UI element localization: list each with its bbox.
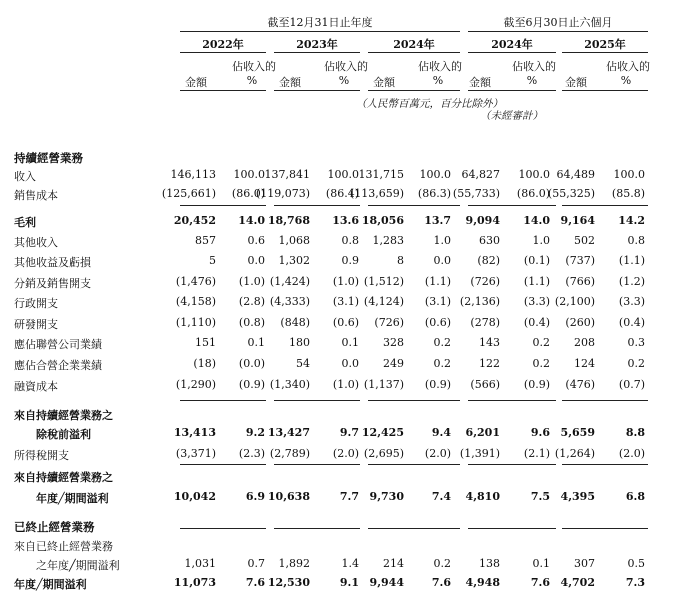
percent-cell: 0.2: [627, 357, 645, 370]
percent-cell: 0.8: [627, 234, 645, 247]
amount-cell: 307: [574, 557, 595, 570]
percent-cell: 0.3: [627, 336, 645, 349]
row-label: 應佔聯營公司業績: [14, 338, 102, 351]
percent-cell: 7.5: [530, 490, 550, 503]
percent-cell: 6.9: [245, 490, 265, 503]
amount-cell: (566): [470, 378, 500, 391]
amount-cell: 13,427: [267, 426, 310, 439]
percent-cell: 100.0: [518, 168, 550, 181]
pct-header-line2: %: [338, 74, 350, 87]
percent-cell: (3.3): [523, 295, 550, 308]
amount-cell: 13,413: [173, 426, 216, 439]
amount-cell: 6,201: [465, 426, 500, 439]
percent-cell: 9.7: [339, 426, 359, 439]
amount-cell: (18): [193, 357, 216, 370]
subheader-rule: [562, 90, 648, 91]
percent-cell: (1.0): [332, 378, 359, 391]
row-label: 行政開支: [14, 297, 58, 310]
amount-cell: 18,056: [361, 214, 404, 227]
table-row: [0, 538, 700, 558]
percent-cell: 100.0: [233, 168, 265, 181]
percent-cell: 0.0: [433, 254, 451, 267]
amount-header: 金額: [185, 76, 207, 89]
amount-cell: 1,031: [184, 557, 216, 570]
table-row: [0, 336, 700, 356]
amount-cell: 180: [289, 336, 310, 349]
amount-cell: 124: [574, 357, 595, 370]
amount-cell: 8: [397, 254, 404, 267]
percent-cell: (2.0): [424, 447, 451, 460]
amount-cell: 9,944: [369, 576, 404, 589]
percent-cell: 0.5: [627, 557, 645, 570]
percent-cell: (1.0): [238, 275, 265, 288]
year-header-2022: 2022年: [202, 38, 244, 51]
percent-cell: (3.1): [424, 295, 451, 308]
percent-cell: (1.1): [618, 254, 645, 267]
percent-cell: (0.6): [424, 316, 451, 329]
table-row: [0, 316, 700, 336]
amount-cell: 4,702: [560, 576, 595, 589]
percent-cell: 0.9: [341, 254, 359, 267]
row-label: 其他收入: [14, 236, 58, 249]
percent-cell: 7.6: [530, 576, 550, 589]
unaudited-note: （未經審計）: [480, 110, 543, 122]
percent-cell: 1.0: [433, 234, 451, 247]
table-row: [0, 254, 700, 274]
percent-cell: 8.8: [625, 426, 645, 439]
amount-cell: 131,715: [358, 168, 404, 181]
row-label: 收入: [14, 170, 36, 183]
amount-cell: (4,124): [363, 295, 404, 308]
amount-cell: 4,395: [560, 490, 595, 503]
amount-cell: (1,290): [175, 378, 216, 391]
amount-cell: 1,283: [372, 234, 404, 247]
amount-cell: 5: [209, 254, 216, 267]
year-header-2025-6m: 2025年: [584, 38, 626, 51]
percent-cell: 7.6: [245, 576, 265, 589]
table-row: [0, 295, 700, 315]
amount-cell: (737): [565, 254, 595, 267]
percent-cell: 7.7: [339, 490, 359, 503]
amount-cell: 12,425: [361, 426, 404, 439]
percent-cell: 14.2: [618, 214, 645, 227]
amount-cell: 1,892: [278, 557, 310, 570]
percent-cell: (1.0): [332, 275, 359, 288]
pct-header-line1: 佔收入的: [324, 60, 368, 73]
percent-cell: (2.0): [618, 447, 645, 460]
year-rule-2025-6m: [562, 52, 648, 53]
amount-header: 金額: [279, 76, 301, 89]
percent-cell: 14.0: [523, 214, 550, 227]
percent-cell: 7.4: [431, 490, 451, 503]
percent-cell: (0.4): [618, 316, 645, 329]
amount-header: 金額: [469, 76, 491, 89]
row-label: 年度╱期間溢利: [14, 578, 87, 591]
pct-header-line2: %: [432, 74, 444, 87]
amount-cell: 4,948: [465, 576, 500, 589]
amount-cell: 18,768: [267, 214, 310, 227]
amount-cell: (1,110): [175, 316, 216, 329]
amount-cell: 630: [479, 234, 500, 247]
pct-header-line1: 佔收入的: [232, 60, 276, 73]
table-row: [0, 234, 700, 254]
table-row: [0, 490, 700, 510]
percent-cell: (0.9): [424, 378, 451, 391]
amount-cell: (1,264): [554, 447, 595, 460]
amount-cell: 138: [479, 557, 500, 570]
row-label: 銷售成本: [14, 189, 58, 202]
percent-cell: 100.0: [327, 168, 359, 181]
percent-cell: 100.0: [419, 168, 451, 181]
percent-cell: 9.4: [431, 426, 451, 439]
subtotal-rule: [368, 400, 460, 401]
row-label: 研發開支: [14, 318, 58, 331]
amount-cell: 64,827: [461, 168, 500, 181]
percent-cell: 0.2: [433, 357, 451, 370]
percent-cell: (0.1): [523, 254, 550, 267]
year-rule-2024-6m: [468, 52, 556, 53]
amount-cell: 10,042: [173, 490, 216, 503]
subtotal-rule: [274, 528, 360, 529]
table-row: [0, 407, 700, 427]
row-label: 毛利: [14, 216, 36, 229]
amount-cell: (125,661): [161, 187, 216, 200]
percent-cell: 1.0: [532, 234, 550, 247]
percent-cell: 6.8: [625, 490, 645, 503]
row-label: 分銷及銷售開支: [14, 277, 91, 290]
percent-cell: (1.2): [618, 275, 645, 288]
subtotal-rule: [274, 400, 360, 401]
amount-cell: 328: [383, 336, 404, 349]
amount-cell: (4,333): [269, 295, 310, 308]
amount-cell: 11,073: [173, 576, 216, 589]
percent-cell: (2.8): [238, 295, 265, 308]
row-label: 來自已終止經營業務: [14, 540, 113, 553]
table-row: [0, 576, 700, 596]
year-rule-2024: [368, 52, 460, 53]
amount-cell: (2,695): [363, 447, 404, 460]
amount-cell: 9,094: [465, 214, 500, 227]
row-label: 除稅前溢利: [36, 428, 91, 441]
percent-cell: 0.0: [341, 357, 359, 370]
amount-cell: (1,476): [175, 275, 216, 288]
percent-cell: 0.2: [532, 336, 550, 349]
percent-cell: 0.8: [341, 234, 359, 247]
amount-cell: (2,100): [554, 295, 595, 308]
percent-cell: (0.0): [238, 357, 265, 370]
table-row: [0, 557, 700, 577]
amount-cell: (476): [565, 378, 595, 391]
amount-header: 金額: [565, 76, 587, 89]
percent-cell: (0.8): [238, 316, 265, 329]
percent-cell: 1.4: [341, 557, 359, 570]
percent-cell: (86.0): [231, 187, 265, 200]
subtotal-rule: [468, 528, 556, 529]
percent-cell: (86.0): [516, 187, 550, 200]
percent-cell: (0.4): [523, 316, 550, 329]
table-row: [0, 378, 700, 398]
percent-cell: 0.6: [247, 234, 265, 247]
amount-cell: 1,068: [278, 234, 310, 247]
amount-cell: 5,659: [560, 426, 595, 439]
amount-cell: 4,810: [465, 490, 500, 503]
subtotal-rule: [562, 400, 648, 401]
row-label: 應佔合營企業業績: [14, 359, 102, 372]
percent-cell: 0.1: [532, 557, 550, 570]
year-rule-2022: [180, 52, 266, 53]
table-row: [0, 214, 700, 234]
section-title-continuing: 持續經營業務: [14, 151, 83, 165]
subtotal-rule: [180, 400, 266, 401]
amount-cell: (766): [565, 275, 595, 288]
percent-cell: (0.6): [332, 316, 359, 329]
percent-cell: (3.3): [618, 295, 645, 308]
percent-cell: 0.2: [433, 557, 451, 570]
pct-header-line2: %: [526, 74, 538, 87]
amount-cell: 137,841: [264, 168, 310, 181]
amount-cell: 10,638: [267, 490, 310, 503]
year-header-2023: 2023年: [296, 38, 338, 51]
percent-cell: 0.1: [341, 336, 359, 349]
percent-cell: 0.2: [433, 336, 451, 349]
subheader-rule: [468, 90, 556, 91]
percent-cell: (2.1): [523, 447, 550, 460]
amount-cell: (278): [470, 316, 500, 329]
percent-cell: (0.7): [618, 378, 645, 391]
amount-cell: 151: [195, 336, 216, 349]
amount-cell: (4,158): [175, 295, 216, 308]
percent-cell: (1.1): [424, 275, 451, 288]
table-row: [0, 426, 700, 446]
table-row: [0, 469, 700, 489]
percent-cell: (86.3): [417, 187, 451, 200]
amount-cell: 857: [195, 234, 216, 247]
pct-header-line2: %: [620, 74, 632, 87]
percent-cell: (85.8): [611, 187, 645, 200]
percent-cell: 0.2: [532, 357, 550, 370]
year-header-2024-6m: 2024年: [491, 38, 533, 51]
amount-cell: 143: [479, 336, 500, 349]
percent-cell: 9.1: [339, 576, 359, 589]
table-row: [0, 275, 700, 295]
percent-cell: (3.1): [332, 295, 359, 308]
amount-cell: 249: [383, 357, 404, 370]
amount-cell: (113,659): [349, 187, 404, 200]
subheader-rule: [368, 90, 460, 91]
percent-cell: (1.1): [523, 275, 550, 288]
section-title-discontinued: 已終止經營業務: [14, 520, 95, 534]
percent-cell: 13.6: [332, 214, 359, 227]
percent-cell: 0.0: [247, 254, 265, 267]
percent-cell: (0.9): [238, 378, 265, 391]
group-header-six-months: 截至6月30日止六個月: [503, 16, 613, 29]
subtotal-rule: [180, 528, 266, 529]
pct-header-line1: 佔收入的: [418, 60, 462, 73]
amount-cell: 20,452: [173, 214, 216, 227]
amount-cell: (1,424): [269, 275, 310, 288]
amount-cell: 9,730: [369, 490, 404, 503]
amount-cell: (3,371): [175, 447, 216, 460]
percent-cell: (2.0): [332, 447, 359, 460]
pct-header-line1: 佔收入的: [606, 60, 650, 73]
amount-cell: 1,302: [278, 254, 310, 267]
year-rule-2023: [274, 52, 360, 53]
table-row: [0, 187, 700, 207]
amount-cell: (82): [477, 254, 500, 267]
amount-cell: (1,512): [363, 275, 404, 288]
row-label: 融資成本: [14, 380, 58, 393]
subtotal-rule: [562, 528, 648, 529]
amount-cell: 54: [296, 357, 310, 370]
percent-cell: 0.7: [247, 557, 265, 570]
amount-cell: 9,164: [560, 214, 595, 227]
pct-header-line1: 佔收入的: [512, 60, 556, 73]
percent-cell: 14.0: [238, 214, 265, 227]
amount-header: 金額: [373, 76, 395, 89]
unit-note: （人民幣百萬元，百分比除外）: [356, 98, 503, 110]
amount-cell: 208: [574, 336, 595, 349]
pct-header-line2: %: [246, 74, 258, 87]
percent-cell: (2.3): [238, 447, 265, 460]
row-label: 其他收益及虧損: [14, 256, 91, 269]
amount-cell: (2,136): [459, 295, 500, 308]
amount-cell: 146,113: [170, 168, 216, 181]
amount-cell: (1,391): [459, 447, 500, 460]
table-row: [0, 168, 700, 188]
percent-cell: 13.7: [424, 214, 451, 227]
percent-cell: 7.3: [625, 576, 645, 589]
amount-cell: (726): [374, 316, 404, 329]
subtotal-rule: [468, 400, 556, 401]
amount-cell: (726): [470, 275, 500, 288]
amount-cell: (55,325): [547, 187, 595, 200]
amount-cell: 214: [383, 557, 404, 570]
percent-cell: 100.0: [613, 168, 645, 181]
amount-cell: (119,073): [255, 187, 310, 200]
percent-cell: (0.9): [523, 378, 550, 391]
amount-cell: (55,733): [452, 187, 500, 200]
group-header-fy-rule: [180, 31, 460, 32]
amount-cell: (1,340): [269, 378, 310, 391]
table-row: [0, 357, 700, 377]
row-label: 來自持續經營業務之: [14, 471, 113, 484]
row-label: 所得稅開支: [14, 449, 69, 462]
amount-cell: 12,530: [267, 576, 310, 589]
table-row: [0, 447, 700, 467]
group-header-6m-rule: [468, 31, 648, 32]
subheader-rule: [274, 90, 360, 91]
amount-cell: 122: [479, 357, 500, 370]
percent-cell: 9.6: [530, 426, 550, 439]
amount-cell: (848): [280, 316, 310, 329]
group-header-fiscal-year: 截至12月31日止年度: [267, 16, 373, 29]
year-header-2024: 2024年: [393, 38, 435, 51]
amount-cell: (1,137): [363, 378, 404, 391]
amount-cell: (260): [565, 316, 595, 329]
amount-cell: (2,789): [269, 447, 310, 460]
percent-cell: (86.4): [325, 187, 359, 200]
subtotal-rule: [368, 528, 460, 529]
subheader-rule: [180, 90, 266, 91]
percent-cell: 9.2: [245, 426, 265, 439]
row-label: 之年度╱期間溢利: [36, 559, 120, 572]
row-label: 來自持續經營業務之: [14, 409, 113, 422]
amount-cell: 64,489: [556, 168, 595, 181]
row-label: 年度╱期間溢利: [36, 492, 109, 505]
percent-cell: 7.6: [431, 576, 451, 589]
percent-cell: 0.1: [247, 336, 265, 349]
amount-cell: 502: [574, 234, 595, 247]
